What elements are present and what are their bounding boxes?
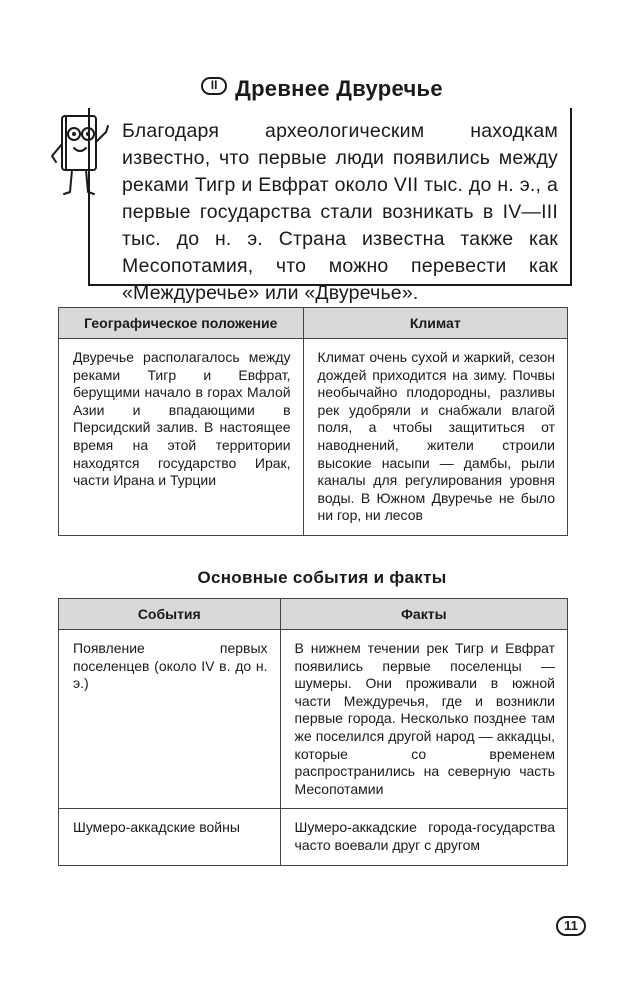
event-cell: Появление первых поселенцев (около IV в. до н. э.) [59, 630, 281, 809]
table-row [59, 809, 568, 865]
fact-cell: Шумеро-аккадские города-государства часто воевали друг с другом [280, 809, 567, 865]
fact-cell: В нижнем течении рек Тигр и Евфрат появились первые поселенцы — шумеры. Они проживали в южной части Междуречья, где и возникли первые города. Несколько позднее там же поселился другой народ — аккадцы, которые со временем распространились на северную часть Месопотамии [280, 630, 567, 809]
geography-cell: Двуречье располагалось между реками Тигр и Евфрат, берущими начало в горах Малой Азии и впадающими в Персидский залив. В настоящее время на этой территории находятся государство Ирак, части Ирана и Турции [59, 339, 304, 536]
climate-cell: Климат очень сухой и жаркий, сезон дождей приходится на зиму. Почвы необычайно плодородны, разливы рек удобряли и снабжали влагой поля, а чтобы защититься от наводнений, жители строили высокие насыпи — дамбы, рыли каналы для регулирования уровня воды. В Южном Двуречье не было ни гор, ни лесов [303, 339, 567, 536]
geography-climate-table [58, 307, 568, 536]
table-header-facts: Факты [280, 599, 567, 630]
page-title-row [0, 76, 644, 102]
event-cell: Шумеро-аккадские войны [59, 809, 281, 865]
table-header-events: События [59, 599, 281, 630]
section-title: Основные события и факты [197, 568, 447, 587]
table-row [59, 339, 568, 536]
events-facts-table [58, 598, 568, 866]
table-header-climate: Климат [303, 308, 567, 339]
table-header-geography: Географическое положение [59, 308, 304, 339]
intro-text: Благодаря археологическим находкам известно, что первые люди появились между реками Тигр и Евфрат около VII тыс. до н. э., а первые государства стали возникать в IV—III тыс. до н. э. Страна известна также как Месопотамия, что можно перевести как «Междуречье» или «Двуречье». [122, 120, 558, 304]
chapter-badge: II [201, 77, 227, 95]
page-title: Древнее Двуречье [235, 76, 443, 101]
table-row [59, 630, 568, 809]
page-number: 11 [556, 916, 586, 936]
